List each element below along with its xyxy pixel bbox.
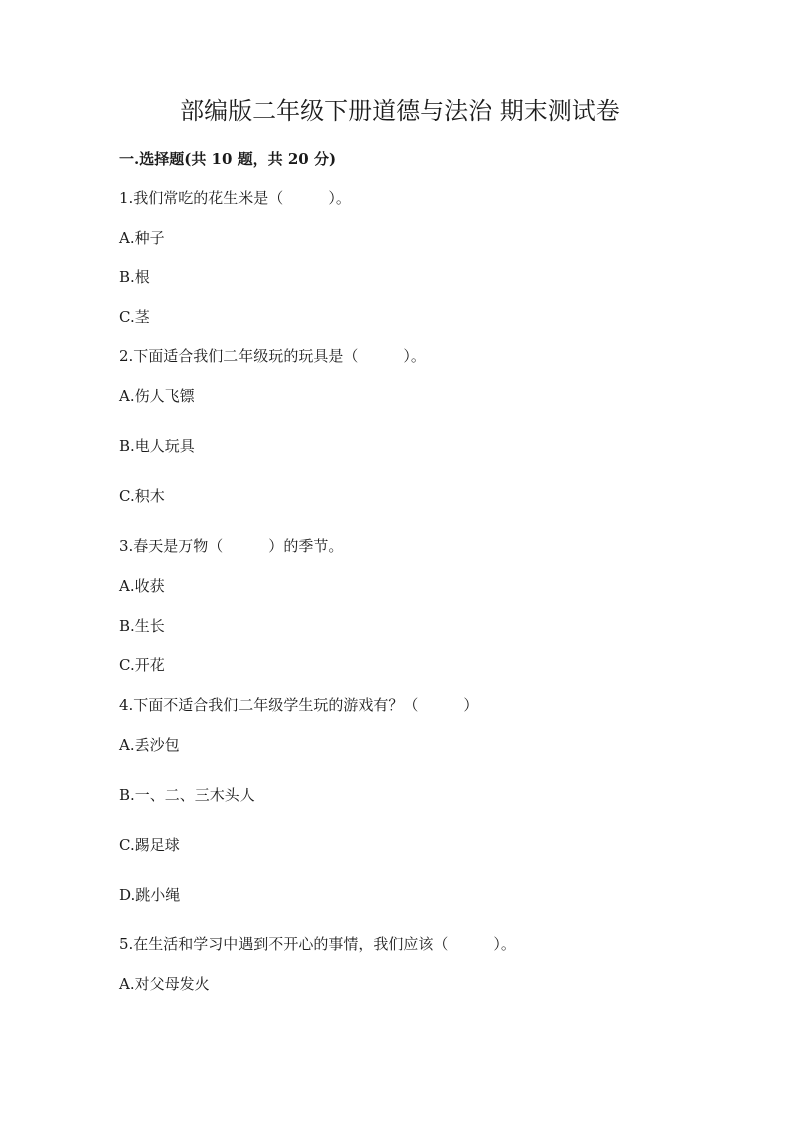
question-1-stem: 1.我们常吃的花生米是（ ）。: [119, 189, 351, 207]
question-1-option-c: C.茎: [119, 308, 150, 326]
question-4-option-b: B.一、二、三木头人: [119, 786, 255, 804]
page-title: 部编版二年级下册道德与法治 期末测试卷: [180, 97, 620, 125]
question-3-option-c: C.开花: [119, 656, 165, 674]
question-4-option-c: C.踢足球: [119, 836, 180, 854]
question-3-stem: 3.春天是万物（ ）的季节。: [119, 537, 344, 555]
question-2-option-c: C.积木: [119, 487, 165, 505]
question-4-stem: 4.下面不适合我们二年级学生玩的游戏有？（ ）: [119, 696, 479, 714]
question-2-option-a: A.伤人飞镖: [119, 387, 195, 405]
question-5-stem: 5.在生活和学习中遇到不开心的事情，我们应该（ ）。: [119, 935, 516, 953]
question-3-option-b: B.生长: [119, 617, 165, 635]
section-heading: 一.选择题(共 10 题，共 20 分): [119, 150, 337, 168]
question-5-option-a: A.对父母发火: [119, 975, 210, 993]
question-2-option-b: B.电人玩具: [119, 437, 195, 455]
question-4-option-d: D.跳小绳: [119, 886, 181, 904]
question-1-option-b: B.根: [119, 268, 150, 286]
question-3-option-a: A.收获: [119, 577, 165, 595]
question-1-option-a: A.种子: [119, 229, 165, 247]
question-4-option-a: A.丢沙包: [119, 736, 180, 754]
question-2-stem: 2.下面适合我们二年级玩的玩具是（ ）。: [119, 347, 426, 365]
